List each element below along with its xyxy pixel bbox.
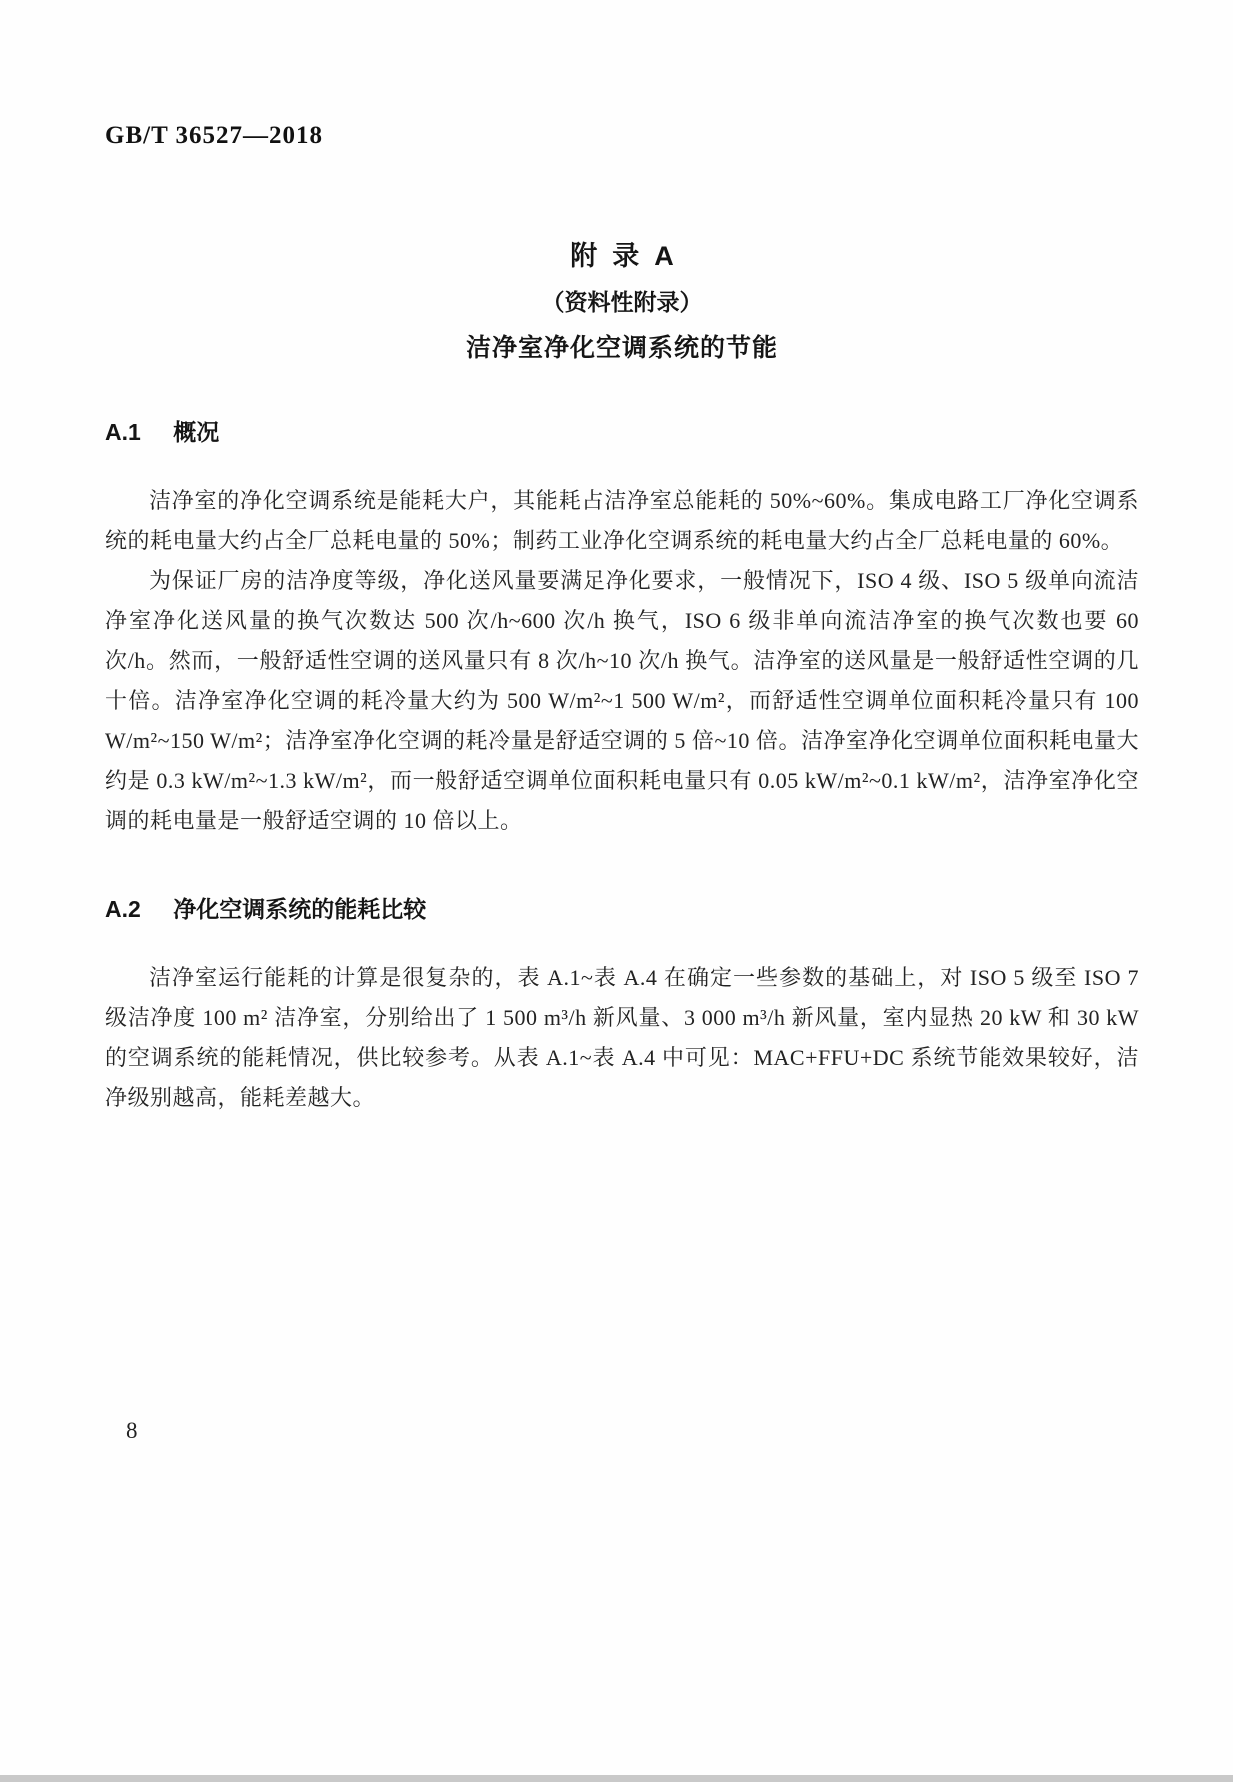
appendix-label: 附 录 A [570,241,674,271]
standard-number: GB/T 36527—2018 [105,122,324,149]
page-bottom-edge [0,1775,1233,1782]
section-a1-paragraph-2: 为保证厂房的洁净度等级，净化送风量要满足净化要求，一般情况下，ISO 4 级、ISO 5 级单向流洁净室净化送风量的换气次数达 500 次/h~600 次/h 换气，ISO 6 级非单向流洁净室的换气次数也要 60 次/h。然而，一般舒适性空调的送风量只有 8 次/h~10 次/h 换气。洁净室的送风量是一般舒适性空调的几十倍。洁净室净化空调的耗冷量大约为 500 W/m²~1 500 W/m²，而舒适性空调单位面积耗冷量只有 100 W/m²~150 W/m²；洁净室净化空调的耗冷量是舒适空调的 5 倍~10 倍。洁净室净化空调单位面积耗电量大约是 0.3 kW/m²~1.3 kW/m²，而一般舒适空调单位面积耗电量只有 0.05 kW/m²~0.1 kW/m²，洁净室净化空调的耗电量是一般舒适空调的 10 倍以上。 [105,568,1139,833]
appendix-type-note: （资料性附录） [541,289,703,315]
section-a2-paragraph-1: 洁净室运行能耗的计算是很复杂的，表 A.1~表 A.4 在确定一些参数的基础上，对 ISO 5 级至 ISO 7 级洁净度 100 m² 洁净室，分别给出了 1 500 m³/h 新风量、3 000 m³/h 新风量，室内显热 20 kW 和 30 kW 的空调系统的能耗情况，供比较参考。从表 A.1~表 A.4 中可见：MAC+FFU+DC 系统节能效果较好，洁净级别越高，能耗差越大。 [105,965,1139,1110]
page-number: 8 [126,1418,138,1443]
section-heading-a1 [105,414,1139,447]
appendix-title: 洁净室净化空调系统的节能 [465,334,778,362]
section-a1-number: A.1 [105,419,141,445]
section-a1-title: 概况 [173,419,220,445]
appendix-header [105,234,1139,364]
section-heading-a2 [105,891,1139,924]
section-a1-paragraph-1: 洁净室的净化空调系统是能耗大户，其能耗占洁净室总能耗的 50%~60%。集成电路工厂净化空调系统的耗电量大约占全厂总耗电量的 50%；制药工业净化空调系统的耗电量大约占全厂总耗电量的 60%。 [105,488,1139,553]
section-a2-number: A.2 [105,896,141,922]
section-a2-title: 净化空调系统的能耗比较 [173,896,427,922]
